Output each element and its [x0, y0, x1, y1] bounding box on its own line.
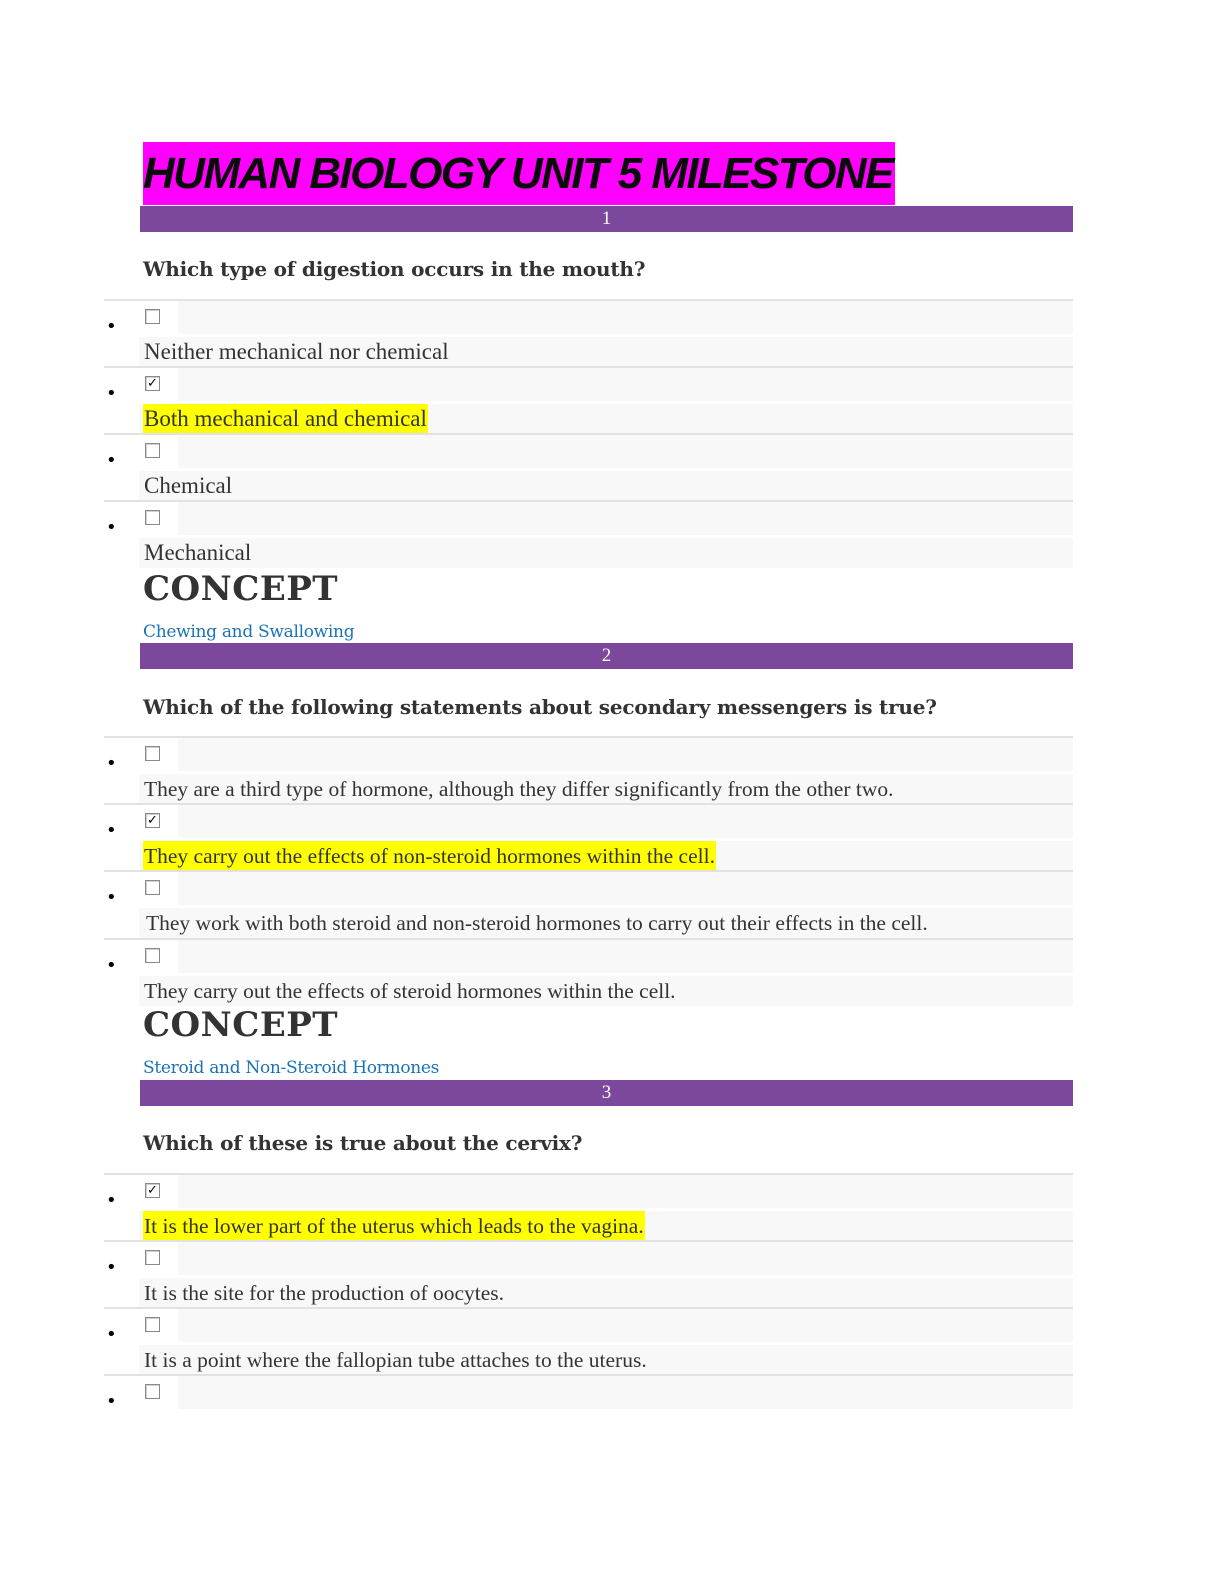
- checkbox-row: [104, 1376, 1073, 1412]
- option-row: [139, 774, 1073, 804]
- question-text: Which type of digestion occurs in the mouth?: [143, 257, 646, 281]
- bullet: •: [104, 805, 142, 838]
- checkbox-row-bg: [178, 872, 1073, 905]
- checkbox-row-bg: [178, 1242, 1073, 1275]
- checkbox[interactable]: [145, 1250, 160, 1265]
- option-row: [139, 908, 1073, 938]
- bullet: •: [104, 1376, 142, 1409]
- checkbox[interactable]: [145, 443, 160, 458]
- option-text[interactable]: Neither mechanical nor chemical: [144, 339, 449, 364]
- checkbox[interactable]: [145, 880, 160, 895]
- checkbox-row-bg: [178, 1175, 1073, 1208]
- checkbox-row-bg: [178, 1309, 1073, 1342]
- bullet: •: [104, 738, 142, 771]
- checkbox-row: [104, 435, 1073, 471]
- option-row: [139, 1211, 1073, 1241]
- option-text[interactable]: They carry out the effects of steroid hormones within the cell.: [144, 979, 676, 1003]
- checkbox[interactable]: [145, 1384, 160, 1399]
- bullet: •: [104, 1309, 142, 1342]
- checkbox-row: [104, 502, 1073, 538]
- checkbox-row-bg: [178, 1376, 1073, 1409]
- question-text: Which of the following statements about secondary messengers is true?: [143, 695, 937, 719]
- option-text[interactable]: They work with both steroid and non-steroid hormones to carry out their effects in the cell.: [146, 911, 928, 935]
- option-row: [139, 841, 1073, 871]
- checkbox-row-bg: [178, 435, 1073, 468]
- option-text-highlighted[interactable]: They carry out the effects of non-steroid hormones within the cell.: [143, 841, 716, 871]
- option-text[interactable]: They are a third type of hormone, although they differ significantly from the other two.: [144, 777, 894, 801]
- checkbox-row: [104, 738, 1073, 774]
- checkbox-row: [104, 872, 1073, 908]
- bullet: •: [104, 1242, 142, 1275]
- checkbox[interactable]: [145, 746, 160, 761]
- bullet: •: [104, 301, 142, 334]
- bullet: •: [104, 502, 142, 535]
- bullet: •: [104, 940, 142, 973]
- question-text: Which of these is true about the cervix?: [143, 1131, 583, 1155]
- concept-heading: CONCEPT: [143, 569, 339, 609]
- bullet: •: [104, 1175, 142, 1208]
- option-text[interactable]: Mechanical: [144, 540, 252, 565]
- checkbox-row-bg: [178, 805, 1073, 838]
- option-row: [139, 976, 1073, 1006]
- checkbox-row: [104, 940, 1073, 976]
- checkbox-row-bg: [178, 738, 1073, 771]
- checkbox-checked[interactable]: ✓: [145, 376, 160, 391]
- checkbox-row-bg: [178, 502, 1073, 535]
- page-title: HUMAN BIOLOGY UNIT 5 MILESTONE: [143, 142, 895, 205]
- option-text[interactable]: Chemical: [144, 473, 233, 498]
- question-number-bar: 1: [140, 206, 1073, 232]
- checkbox-row: [104, 301, 1073, 337]
- option-row: [139, 337, 1073, 367]
- checkbox-row: [104, 1309, 1073, 1345]
- option-row: [139, 471, 1073, 501]
- checkbox[interactable]: [145, 309, 160, 324]
- checkbox-row-bg: [178, 368, 1073, 401]
- checkbox[interactable]: [145, 948, 160, 963]
- concept-heading: CONCEPT: [143, 1005, 339, 1045]
- checkbox-checked[interactable]: ✓: [145, 1183, 160, 1198]
- concept-link[interactable]: Chewing and Swallowing: [143, 622, 355, 642]
- question-number-bar: 2: [140, 643, 1073, 669]
- checkbox-row-bg: [178, 940, 1073, 973]
- checkbox-checked[interactable]: ✓: [145, 813, 160, 828]
- checkbox-row: [104, 805, 1073, 841]
- bullet: •: [104, 435, 142, 468]
- checkbox-row: [104, 1175, 1073, 1211]
- option-row: [139, 538, 1073, 568]
- question-number-bar: 3: [140, 1080, 1073, 1106]
- option-row: [139, 1278, 1073, 1308]
- checkbox-row-bg: [178, 301, 1073, 334]
- checkbox[interactable]: [145, 510, 160, 525]
- bullet: •: [104, 872, 142, 905]
- option-text-highlighted[interactable]: Both mechanical and chemical: [143, 404, 428, 434]
- concept-link[interactable]: Steroid and Non-Steroid Hormones: [143, 1058, 440, 1078]
- bullet: •: [104, 368, 142, 401]
- checkbox-row: [104, 368, 1073, 404]
- option-text[interactable]: It is the site for the production of oocytes.: [144, 1281, 505, 1305]
- option-row: [139, 404, 1073, 434]
- option-text-highlighted[interactable]: It is the lower part of the uterus which leads to the vagina.: [143, 1211, 645, 1241]
- checkbox-row: [104, 1242, 1073, 1278]
- option-row: [139, 1345, 1073, 1375]
- option-text[interactable]: It is a point where the fallopian tube attaches to the uterus.: [144, 1348, 647, 1372]
- checkbox[interactable]: [145, 1317, 160, 1332]
